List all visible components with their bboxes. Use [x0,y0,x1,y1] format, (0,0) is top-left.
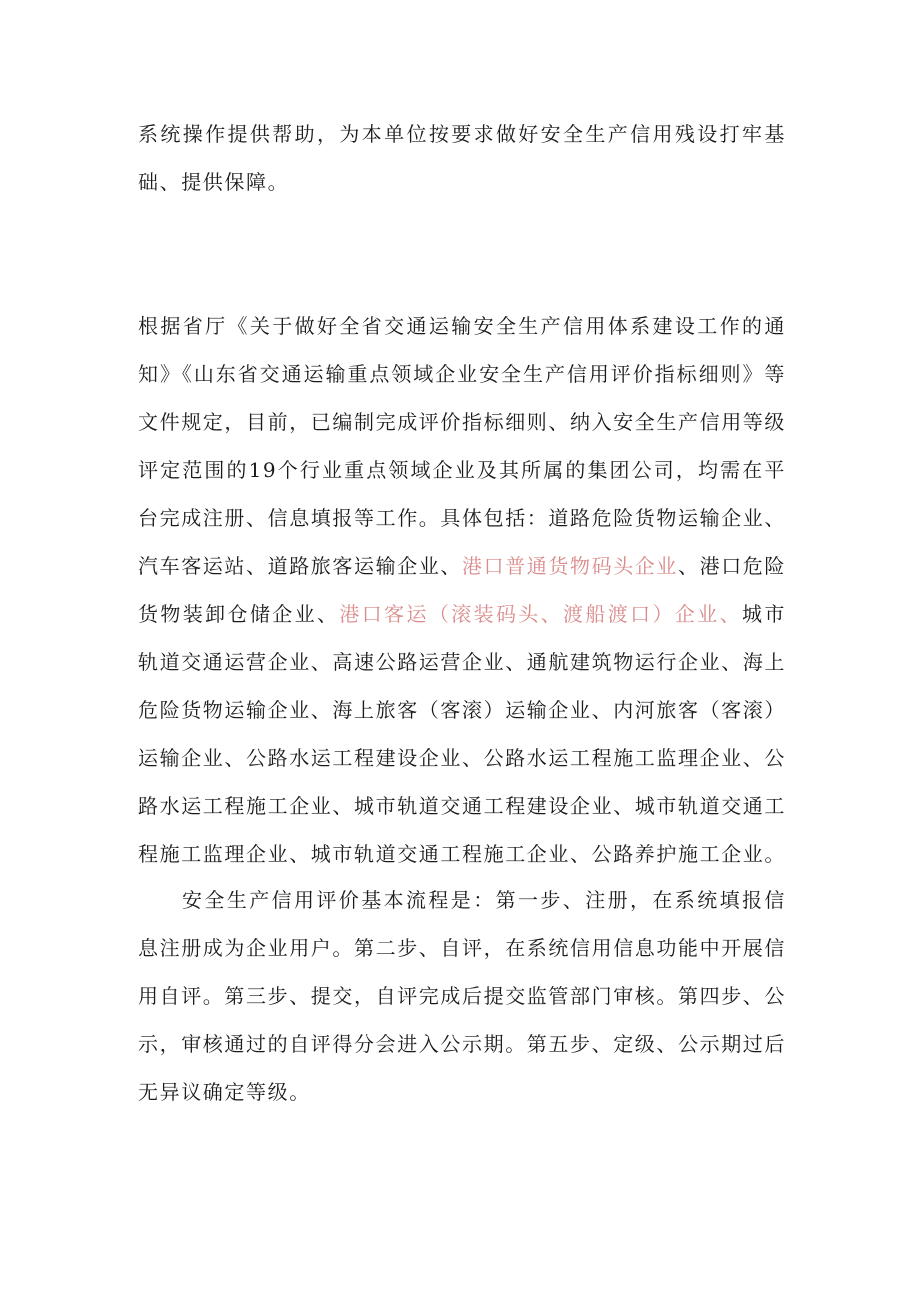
paragraph-intro: 系统操作提供帮助，为本单位按要求做好安全生产信用残设打牢基础、提供保障。 [138,122,786,194]
requirements-text-2: 、港口危险货物装卸仓储企业、 [138,554,786,626]
requirements-text-1: 根据省厅《关于做好全省交通运输安全生产信用体系建设工作的通知》《山东省交通运输重点领域企业安全生产信用评价指标细则》等文件规定，目前，已编制完成评价指标细则、纳入安全生产信用等级评定范围的19个行业重点领域企业及其所属的集团公司，均需在平台完成注册、信息填报等工作。具体包括：道路危险货物运输企业、汽车客运站、道路旅客运输企业、 [138,314,786,578]
requirements-text-3: 城市轨道交通运营企业、高速公路运营企业、通航建筑物运行企业、海上危险货物运输企业、海上旅客（客滚）运输企业、内河旅客（客滚）运输企业、公路水运工程建设企业、公路水运工程施工监理企业、公路水运工程施工企业、城市轨道交通工程建设企业、城市轨道交通工程施工监理企业、城市轨道交通工程施工企业、公路养护施工企业。 [138,602,786,866]
paragraph-requirements [138,302,786,878]
highlighted-text-port-cargo: 港口普通货物码头企业 [462,554,678,578]
paragraph-process: 安全生产信用评价基本流程是：第一步、注册，在系统填报信息注册成为企业用户。第二步、自评，在系统信用信息功能中开展信用自评。第三步、提交，自评完成后提交监管部门审核。第四步、公示，审核通过的自评得分会进入公示期。第五步、定级、公示期过后无异议确定等级。 [138,888,786,1104]
highlighted-text-port-passenger: 港口客运（滚装码头、渡船渡口）企业、 [339,602,743,626]
